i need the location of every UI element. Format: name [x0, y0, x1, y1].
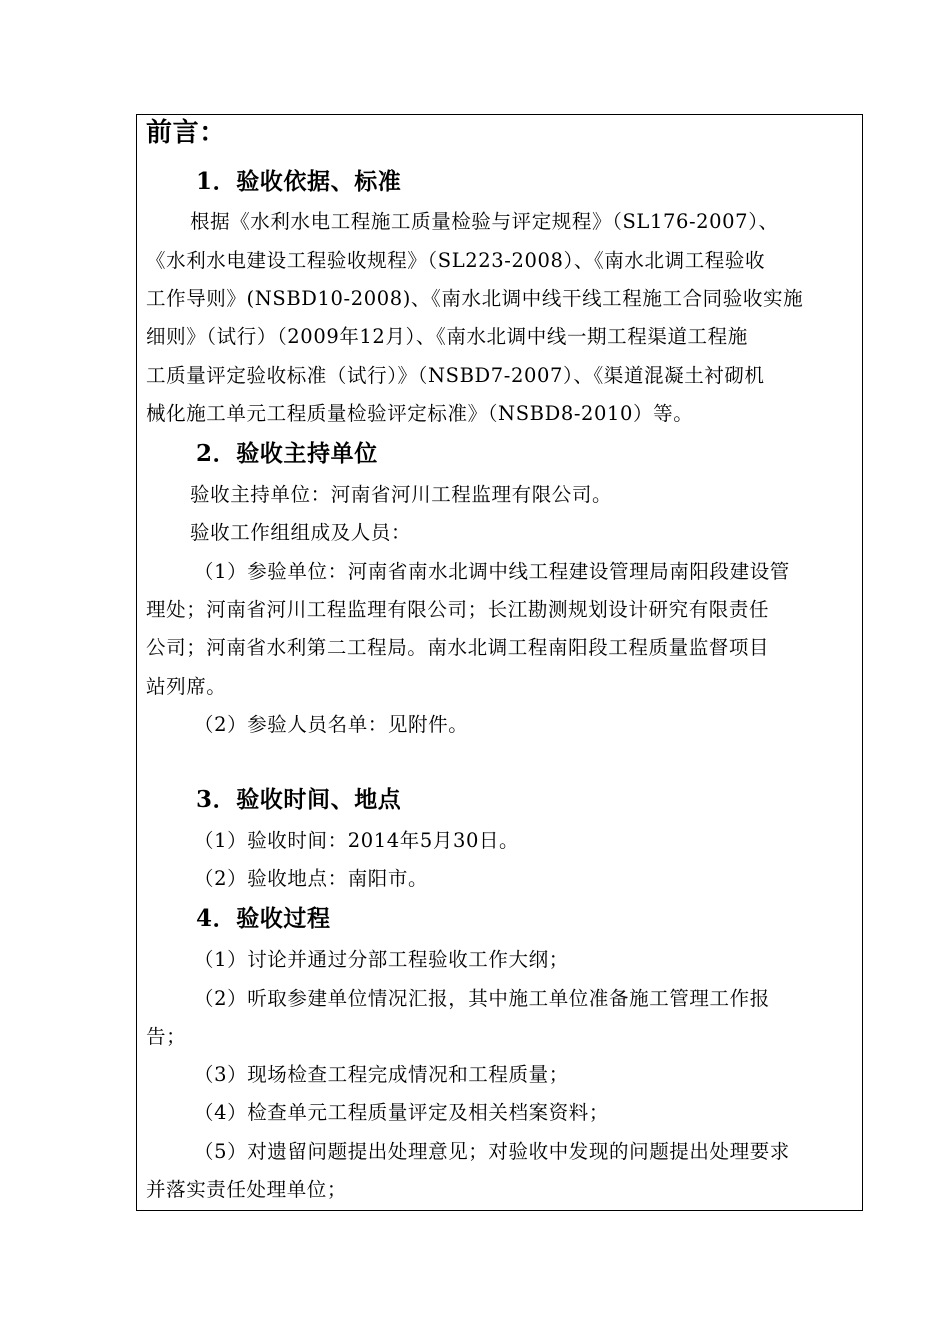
section-heading-time-place: 3．验收时间、地点 [196, 786, 402, 813]
paragraph-line: 《水利水电建设工程验收规程》（SL223-2008）、《南水北调工程验收 [146, 249, 766, 272]
paragraph-line: （1）参验单位：河南省南水北调中线工程建设管理局南阳段建设管 [194, 560, 790, 583]
paragraph-line: （3）现场检查工程完成情况和工程质量； [194, 1063, 569, 1086]
paragraph-line: 验收主持单位：河南省河川工程监理有限公司。 [190, 483, 613, 506]
paragraph-line: 站列席。 [146, 675, 227, 698]
paragraph-line: 公司；河南省水利第二工程局。南水北调工程南阳段工程质量监督项目 [146, 636, 770, 659]
paragraph-line: 工质量评定验收标准（试行）》（NSBD7-2007）、《渠道混凝土衬砌机 [146, 364, 765, 387]
paragraph-line: 根据《水利水电工程施工质量检验与评定规程》（SL176-2007）、 [190, 210, 779, 233]
paragraph-line: 验收工作组组成及人员： [190, 521, 412, 544]
paragraph-line: （5）对遗留问题提出处理意见；对验收中发现的问题提出处理要求 [194, 1140, 790, 1163]
paragraph-line: 并落实责任处理单位； [146, 1178, 348, 1201]
section-heading-basis: 1．验收依据、标准 [196, 168, 402, 195]
paragraph-line: （2）验收地点：南阳市。 [194, 867, 429, 890]
paragraph-line: 工作导则》(NSBD10-2008)、《南水北调中线干线工程施工合同验收实施 [146, 287, 804, 310]
paragraph-line: （1）讨论并通过分部工程验收工作大纲； [194, 948, 569, 971]
paragraph-line: （1）验收时间：2014年5月30日。 [194, 829, 520, 852]
section-heading-host: 2．验收主持单位 [196, 440, 378, 467]
paragraph-line: （2）听取参建单位情况汇报，其中施工单位准备施工管理工作报 [194, 987, 770, 1010]
page-title: 前言： [146, 118, 226, 148]
section-heading-process: 4．验收过程 [196, 905, 331, 932]
paragraph-line: 告； [146, 1025, 187, 1048]
paragraph-line: （4）检查单元工程质量评定及相关档案资料； [194, 1101, 610, 1124]
document-frame [136, 114, 863, 1211]
paragraph-line: （2）参验人员名单：见附件。 [194, 713, 469, 736]
paragraph-line: 械化施工单元工程质量检验评定标准》（NSBD8-2010）等。 [146, 402, 694, 425]
paragraph-line: 理处；河南省河川工程监理有限公司；长江勘测规划设计研究有限责任 [146, 598, 770, 621]
paragraph-line: 细则》（试行）（2009年12月）、《南水北调中线一期工程渠道工程施 [146, 325, 748, 348]
